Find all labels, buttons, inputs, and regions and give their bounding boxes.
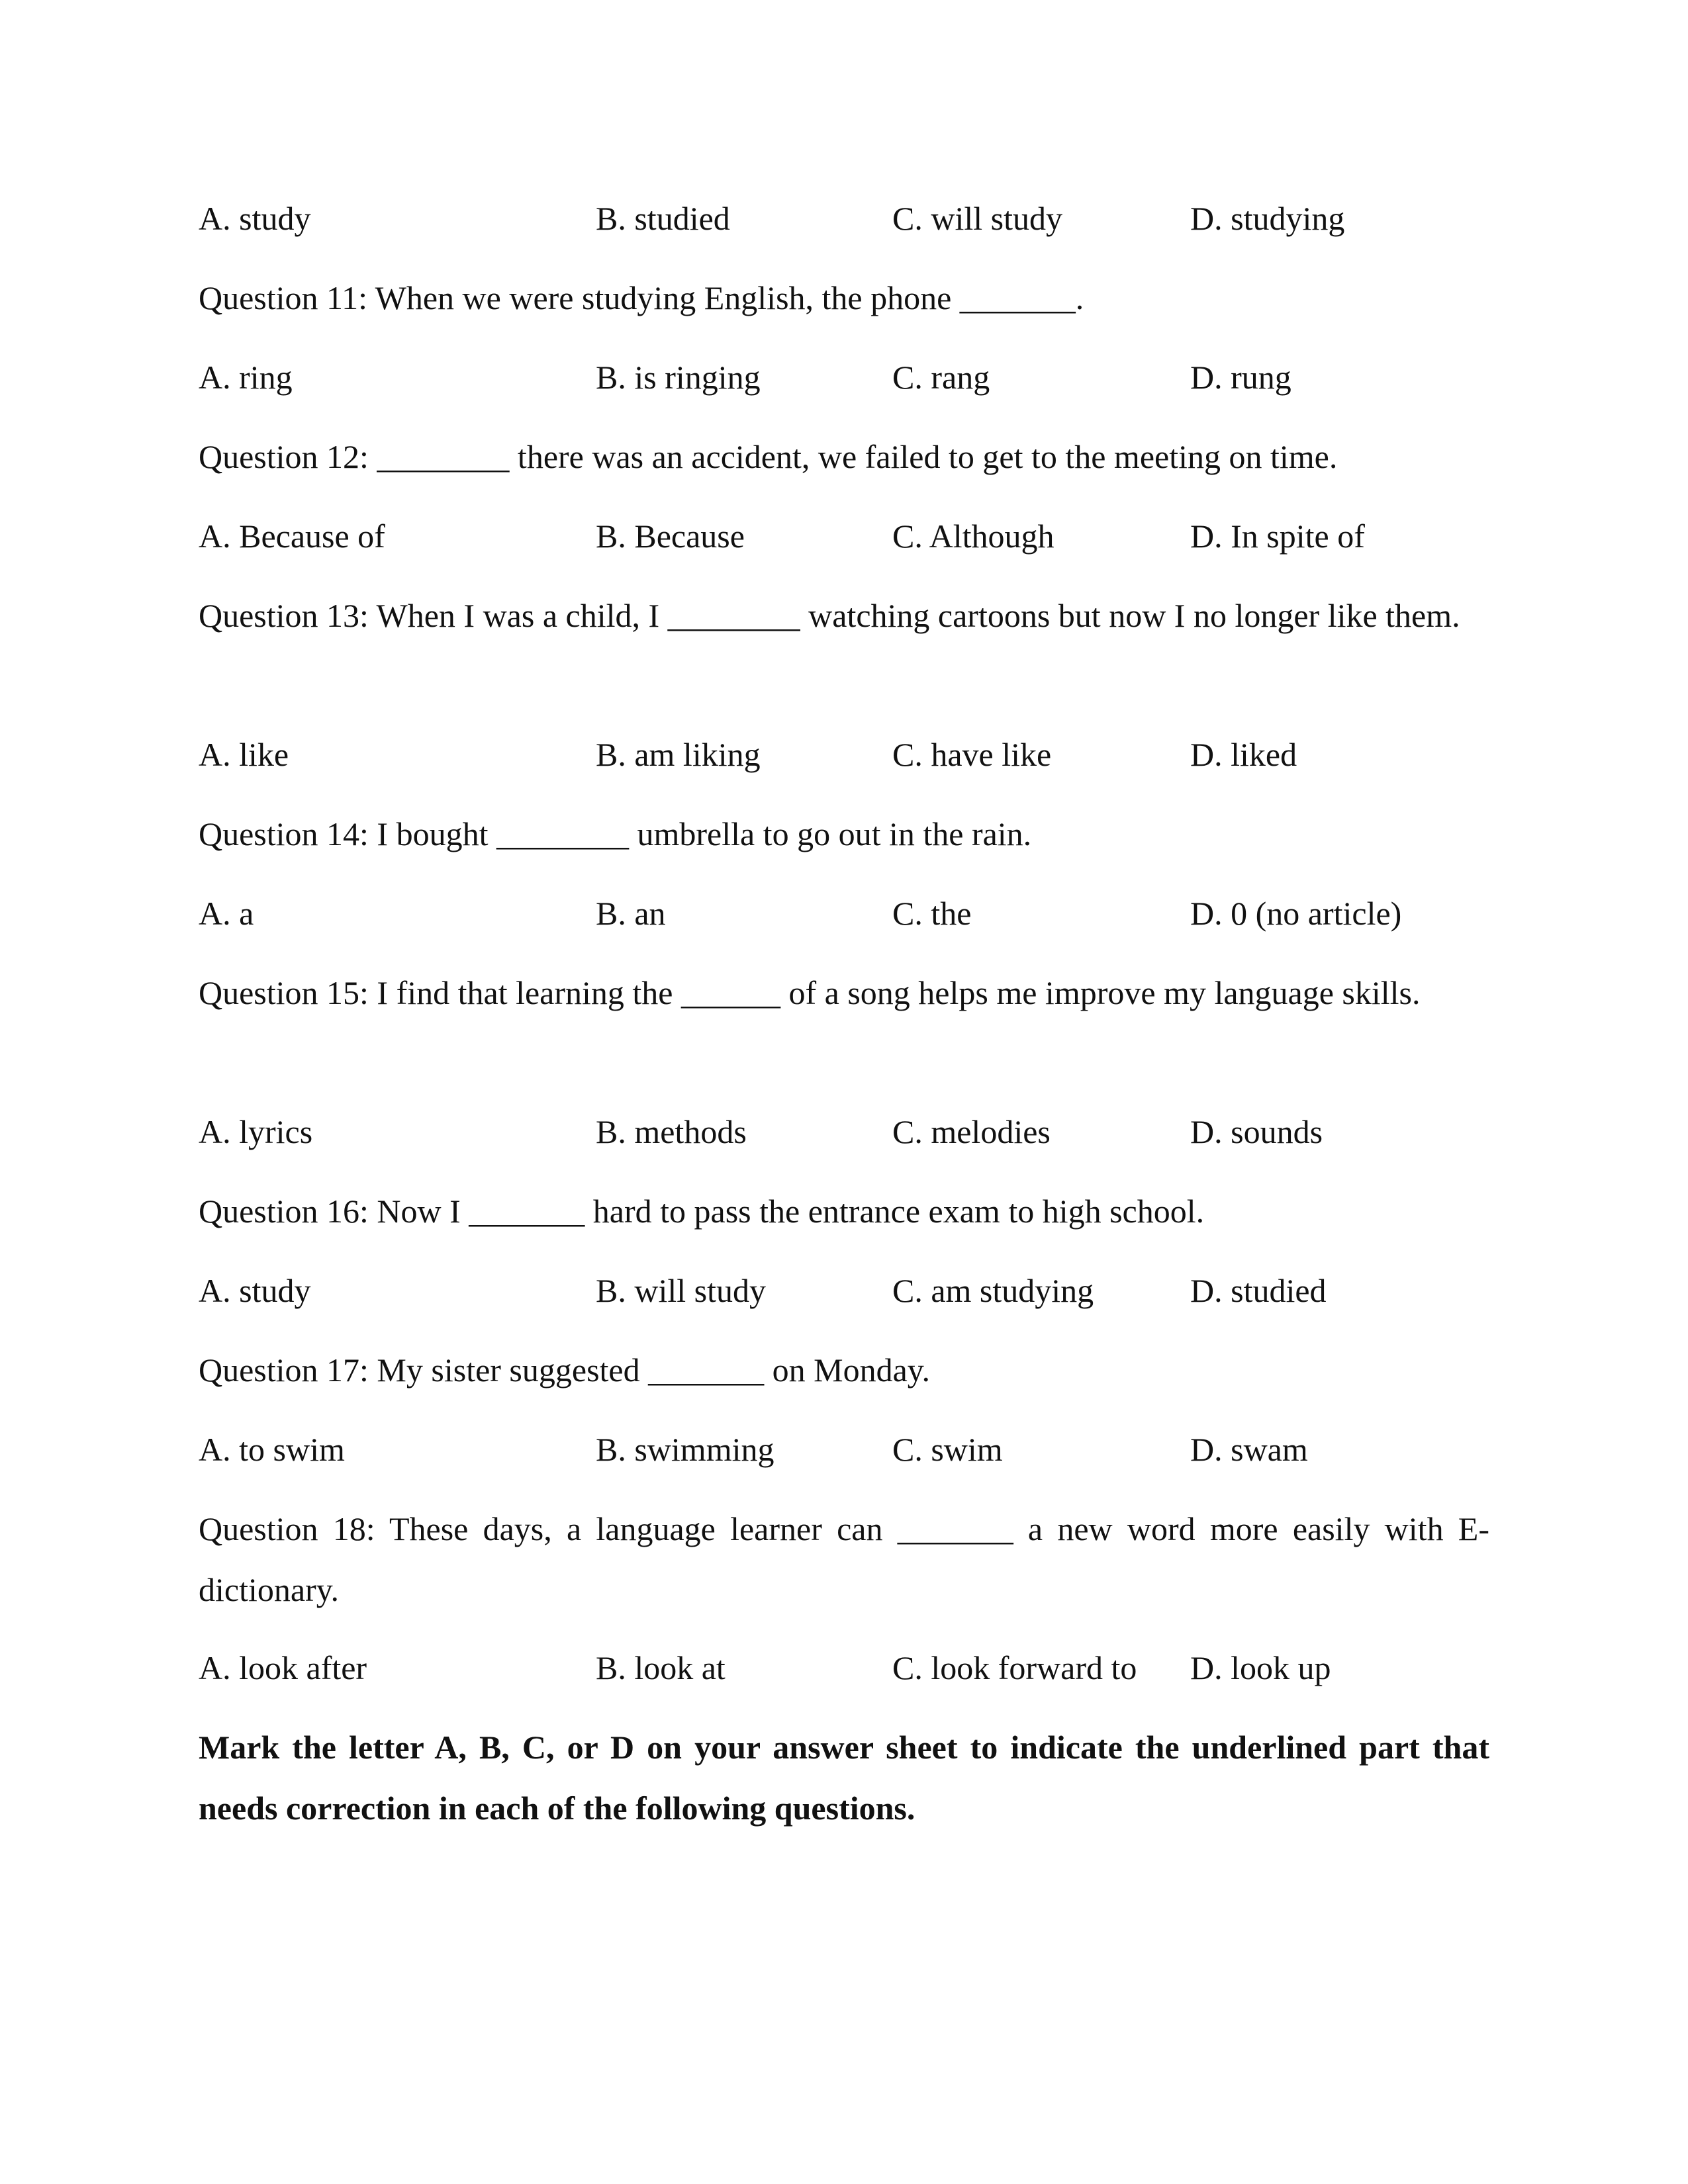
option-a: A. study — [199, 200, 311, 237]
option-c: C. the — [892, 895, 972, 932]
option-c: C. melodies — [892, 1113, 1051, 1150]
question-12-options — [199, 516, 1489, 556]
option-b: B. look at — [596, 1649, 726, 1686]
option-a: A. Because of — [199, 518, 385, 555]
question-13-options — [199, 735, 1489, 774]
option-d: D. sounds — [1190, 1113, 1323, 1150]
option-c: C. have like — [892, 736, 1052, 773]
option-d: D. 0 (no article) — [1190, 895, 1402, 932]
option-b: B. studied — [596, 200, 730, 237]
option-c: C. rang — [892, 359, 990, 396]
question-18-text: Question 18: These days, a language learner can _______ a new word more easily with E-dictionary. — [199, 1510, 1489, 1608]
option-b: B. an — [596, 895, 666, 932]
option-a: A. a — [199, 895, 254, 932]
option-c: C. look forward to — [892, 1649, 1137, 1686]
question-11-text: Question 11: When we were studying English, the phone _______. — [199, 279, 1084, 316]
option-d: D. liked — [1190, 736, 1297, 773]
question-18-options — [199, 1648, 1489, 1688]
option-a: A. ring — [199, 359, 293, 396]
option-a: A. look after — [199, 1649, 367, 1686]
question-13-text: Question 13: When I was a child, I ________ watching cartoons but now I no longer like them. — [199, 597, 1460, 634]
question-15-text: Question 15: I find that learning the ______ of a song helps me improve my language skills. — [199, 974, 1421, 1011]
question-14-text: Question 14: I bought ________ umbrella to go out in the rain. — [199, 815, 1032, 852]
question-17-options — [199, 1430, 1489, 1469]
question-12-text: Question 12: ________ there was an accident, we failed to get to the meeting on time. — [199, 438, 1338, 475]
option-d: D. In spite of — [1190, 518, 1365, 555]
question-16-text: Question 16: Now I _______ hard to pass the entrance exam to high school. — [199, 1193, 1205, 1230]
option-b: B. am liking — [596, 736, 761, 773]
option-b: B. swimming — [596, 1431, 774, 1468]
option-c: C. will study — [892, 200, 1062, 237]
question-16-options — [199, 1271, 1489, 1310]
option-a: A. study — [199, 1272, 311, 1309]
option-b: B. will study — [596, 1272, 766, 1309]
question-17-text: Question 17: My sister suggested _______ on Monday. — [199, 1351, 931, 1388]
option-b: B. is ringing — [596, 359, 761, 396]
section-instruction: Mark the letter A, B, C, or D on your answer sheet to indicate the underlined part that needs correction in each of the following questions. — [199, 1729, 1489, 1827]
option-c: C. swim — [892, 1431, 1003, 1468]
option-a: A. to swim — [199, 1431, 345, 1468]
option-a: A. like — [199, 736, 289, 773]
option-d: D. swam — [1190, 1431, 1308, 1468]
option-a: A. lyrics — [199, 1113, 313, 1150]
option-d: D. rung — [1190, 359, 1291, 396]
option-b: B. Because — [596, 518, 745, 555]
option-d: D. studying — [1190, 200, 1345, 237]
options-row-prev — [199, 199, 1489, 238]
question-11-options — [199, 357, 1489, 397]
option-c: C. am studying — [892, 1272, 1094, 1309]
option-c: C. Although — [892, 518, 1055, 555]
option-b: B. methods — [596, 1113, 747, 1150]
question-15-options — [199, 1112, 1489, 1152]
option-d: D. studied — [1190, 1272, 1327, 1309]
question-14-options — [199, 893, 1489, 933]
option-d: D. look up — [1190, 1649, 1331, 1686]
